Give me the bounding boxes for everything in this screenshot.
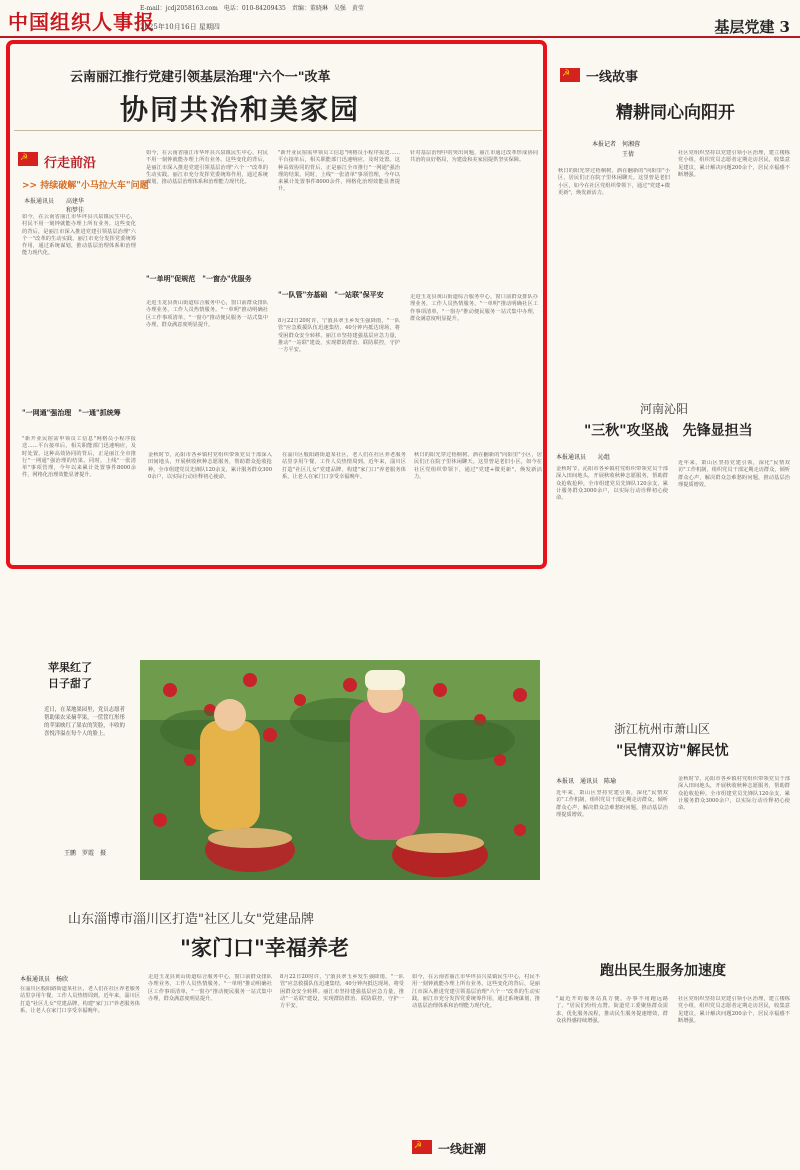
lead-paragraph-6: 走进玉龙县黄山街道综合服务中心，窗口前群众排队办理业务，工作人员热情服务。"一单明"推动明确社区工作事项清单，"一窗办"推动便民服务一站式集中办理，群众满意度明显提升。 <box>410 294 538 322</box>
story6-title: 跑出民生服务加速度 <box>600 963 726 979</box>
middle-paragraph-3: 秋日的阳光穿过梧桐树，洒在翻新的"向阳里"小区，居民们正在院子里休闲聊天。这里曾是老旧小区，如今在社区党组织带领下，通过"党建+微更新"，焕发新活力。 <box>414 452 542 480</box>
story3-byline: 本报通讯员 沁组 <box>556 454 611 461</box>
lead-paragraph-5: 针对基层治理中的突出问题，丽江市通过改革形成协同共治的良好格局，为建设和美家园提供坚实保障。 <box>410 150 538 164</box>
photo-image <box>140 660 540 880</box>
lead-paragraph-1: 如今，在云南省丽江市华坪县兴泉镇民生中心，村民不用一刻钟就能办理上所有业务。这些变化的背后，是丽江市深入推进党建引领基层治理"六个一"改革的生动实践。丽江市充分发挥党委统筹作用，通过系统谋划，推动基层治理体系和治理能力现代化。 <box>22 214 136 257</box>
story3-kicker: 河南沁阳 <box>640 402 689 416</box>
newspaper-logo: 中国组织人事报 <box>8 10 155 34</box>
story6-paragraph-2: 社区党组织坚持以党建引领小区治理，建立楼栋党小组，组织党员志愿者定期走访居民，收集意见建议，累计解决问题200余个，居民幸福感不断增强。 <box>678 996 790 1024</box>
photo-credit: 王鹏 罗霞 摄 <box>64 850 107 857</box>
lead-subtitle-3: "一队管"夯基础 "一站联"保平安 <box>278 290 384 299</box>
section-title: 基层党建 3 <box>714 18 790 36</box>
story5-paragraph-4: 如今，在云南省丽江市华坪县兴泉镇民生中心，村民不用一刻钟就能办理上所有业务。这些变化的背后，是丽江市深入推进党建引领基层治理"六个一"改革的生动实践。丽江市充分发挥党委统筹作用，通过系统谋划，推动基层治理体系和治理能力现代化。 <box>412 974 540 1010</box>
lead-kicker: 云南丽江推行党建引领基层治理"六个一"改革 <box>70 70 331 85</box>
story4-byline: 本报讯 通讯员 陈瑜 <box>556 778 617 785</box>
apple-harvest-photo <box>140 660 540 880</box>
contact-line: E-mail：jcdj2058163.com 电话：010-84209435 责编：董晓琳 吴强 黄莹 <box>140 5 364 12</box>
column-label: 行走前沿 <box>44 156 97 171</box>
story2-paragraph-1: 秋日的阳光穿过梧桐树，洒在翻新的"向阳里"小区，居民们正在院子里休闲聊天。这里曾是老旧小区，如今在社区党组织带领下，通过"党建+微更新"，焕发新活力。 <box>558 168 670 196</box>
story4-title: "民情双访"解民忧 <box>616 743 729 759</box>
column-label: 一线故事 <box>586 70 639 85</box>
story5-paragraph-2: 走进玉龙县黄山街道综合服务中心，窗口前群众排队办理业务，工作人员热情服务。"一单明"推动明确社区工作事项清单，"一窗办"推动便民服务一站式集中办理，群众满意度明显提升。 <box>148 974 272 1002</box>
story6-paragraph-1: "最近开的服务站真方便，办事不用跑远路了。"居民们纷纷点赞。街道党工委聚焦群众需求，优化服务流程，推动民生服务提速增效，群众获得感持续增强。 <box>556 996 668 1024</box>
highlight-frame <box>6 40 547 569</box>
lead-subhead: >> 持续破解"小马拉大车"问题 <box>22 181 149 191</box>
story5-paragraph-3: 8月22日20时许，宁蒗县翠玉乡发生强降雨，"一队管"应急救援队伍迅速集结，40分钟内抵达现场，将受困群众安全转移。丽江市坚持建强基层应急力量，推动"一站联"建设，实现群防群治、联防联控，守护一方平安。 <box>280 974 404 1010</box>
story3-paragraph-1: 金秋时节，沁阳市各乡镇村党组织带领党员干部深入田间地头，开展秋收秋种志愿服务，帮助群众抢收抢种。全市组建党员先锋队120余支，累计服务群众3000余户，以实际行动诠释初心使命。 <box>556 466 668 502</box>
story3-title: "三秋"攻坚战 先锋显担当 <box>584 423 753 439</box>
lead-paragraph-4a: "新开业民宿需申领员工信息"网格员小程序报送……平台接单后，相关职能部门迅速响应，及时处置。这种高效协同的背后，正是丽江全市推行"一网通"强治理的结果。同时，上线"一张清单"事项管理，今年以来累计处置事件8000余件，网格化治理效能显著提升。 <box>278 150 400 193</box>
lead-paragraph-3: 走进玉龙县黄山街道综合服务中心，窗口前群众排队办理业务，工作人员热情服务。"一单明"推动明确社区工作事项清单，"一窗办"推动便民服务一站式集中办理，群众满意度明显提升。 <box>146 300 268 328</box>
date-line: 2025年10月16日 星期四 <box>140 23 220 31</box>
lead-byline: 本报通讯员 高建华 和梦佳 <box>24 198 85 214</box>
story5-paragraph-1: 在淄川区般阳路街道某社区，老人们在社区养老服务站里享用午餐，工作人员热情周到。近年来，淄川区打造"社区儿女"党建品牌，构建"家门口"养老服务体系，让老人在家门口享受幸福晚年。 <box>20 986 140 1014</box>
lead-paragraph-2: "新开业民宿需申领员工信息"网格员小程序报送……平台接单后，相关职能部门迅速响应，及时处置。这种高效协同的背后，正是丽江全市推行"一网通"强治理的结果。同时，上线"一张清单"事项管理，今年以来累计处置事件8000余件，网格化治理效能显著提升。 <box>22 436 136 479</box>
story4-paragraph-1: 近年来，萧山区坚持党建引领，深化"民情双访"工作机制，组织党员干部定期走访群众，倾听群众心声，解决群众急难愁盼问题，推动基层治理提质增效。 <box>556 790 668 818</box>
lead-paragraph-4: 8月22日20时许，宁蒗县翠玉乡发生强降雨，"一队管"应急救援队伍迅速集结，40分钟内抵达现场，将受困群众安全转移。丽江市坚持建强基层应急力量，推动"一站联"建设，实现群防群治、联防联控，守护一方平安。 <box>278 318 400 354</box>
story4-kicker: 浙江杭州市萧山区 <box>614 722 711 736</box>
lead-paragraph-3a: 如今，在云南省丽江市华坪县兴泉镇民生中心，村民不用一刻钟就能办理上所有业务。这些变化的背后，是丽江市深入推进党建引领基层治理"六个一"改革的生动实践。丽江市充分发挥党委统筹作用，通过系统谋划，推动基层治理体系和治理能力现代化。 <box>146 150 268 186</box>
story5-byline: 本报通讯员 杨欣 <box>20 976 69 983</box>
story2-paragraph-2: 社区党组织坚持以党建引领小区治理，建立楼栋党小组，组织党员志愿者定期走访居民，收集意见建议，累计解决问题200余个，居民幸福感不断增强。 <box>678 150 790 178</box>
photo-caption-title: 苹果红了 日子甜了 <box>48 661 92 690</box>
middle-paragraph-1: 金秋时节，沁阳市各乡镇村党组织带领党员干部深入田间地头，开展秋收秋种志愿服务，帮助群众抢收抢种。全市组建党员先锋队120余支，累计服务群众3000余户，以实际行动诠释初心使命。 <box>148 452 272 480</box>
story3-paragraph-2: 近年来，萧山区坚持党建引领，深化"民情双访"工作机制，组织党员干部定期走访群众，倾听群众心声，解决群众急难愁盼问题，推动基层治理提质增效。 <box>678 460 790 488</box>
lead-subtitle-2: "一单明"促规范 "一窗办"优服务 <box>146 274 252 283</box>
flag-icon <box>412 1140 432 1154</box>
masthead <box>0 0 800 38</box>
story4-paragraph-2: 金秋时节，沁阳市各乡镇村党组织带领党员干部深入田间地头，开展秋收秋种志愿服务，帮助群众抢收抢种。全市组建党员先锋队120余支，累计服务群众3000余户，以实际行动诠释初心使命。 <box>678 776 790 812</box>
column-label: 一线赶潮 <box>438 1142 487 1156</box>
lead-subtitle-1: "一网通"强治理 "一通"抓统筹 <box>22 408 121 417</box>
lead-title: 协同共治和美家园 <box>120 93 361 126</box>
flag-icon <box>560 68 580 82</box>
story2-title: 精耕同心向阳开 <box>616 103 735 123</box>
story5-title: "家门口"幸福养老 <box>180 935 349 960</box>
story5-kicker: 山东淄博市淄川区打造"社区儿女"党建品牌 <box>68 912 314 927</box>
middle-paragraph-2: 在淄川区般阳路街道某社区，老人们在社区养老服务站里享用午餐，工作人员热情周到。近年来，淄川区打造"社区儿女"党建品牌，构建"家门口"养老服务体系，让老人在家门口享受幸福晚年。 <box>282 452 406 480</box>
story2-byline: 本报记者 何湘蓉 王倩 <box>592 141 641 158</box>
photo-caption: 近日，在某地果园里，党员志愿者帮助果农采摘苹果，一筐筐红彤彤的苹果映红了果农的笑脸，丰收的喜悦洋溢在每个人的脸上。 <box>44 707 125 737</box>
